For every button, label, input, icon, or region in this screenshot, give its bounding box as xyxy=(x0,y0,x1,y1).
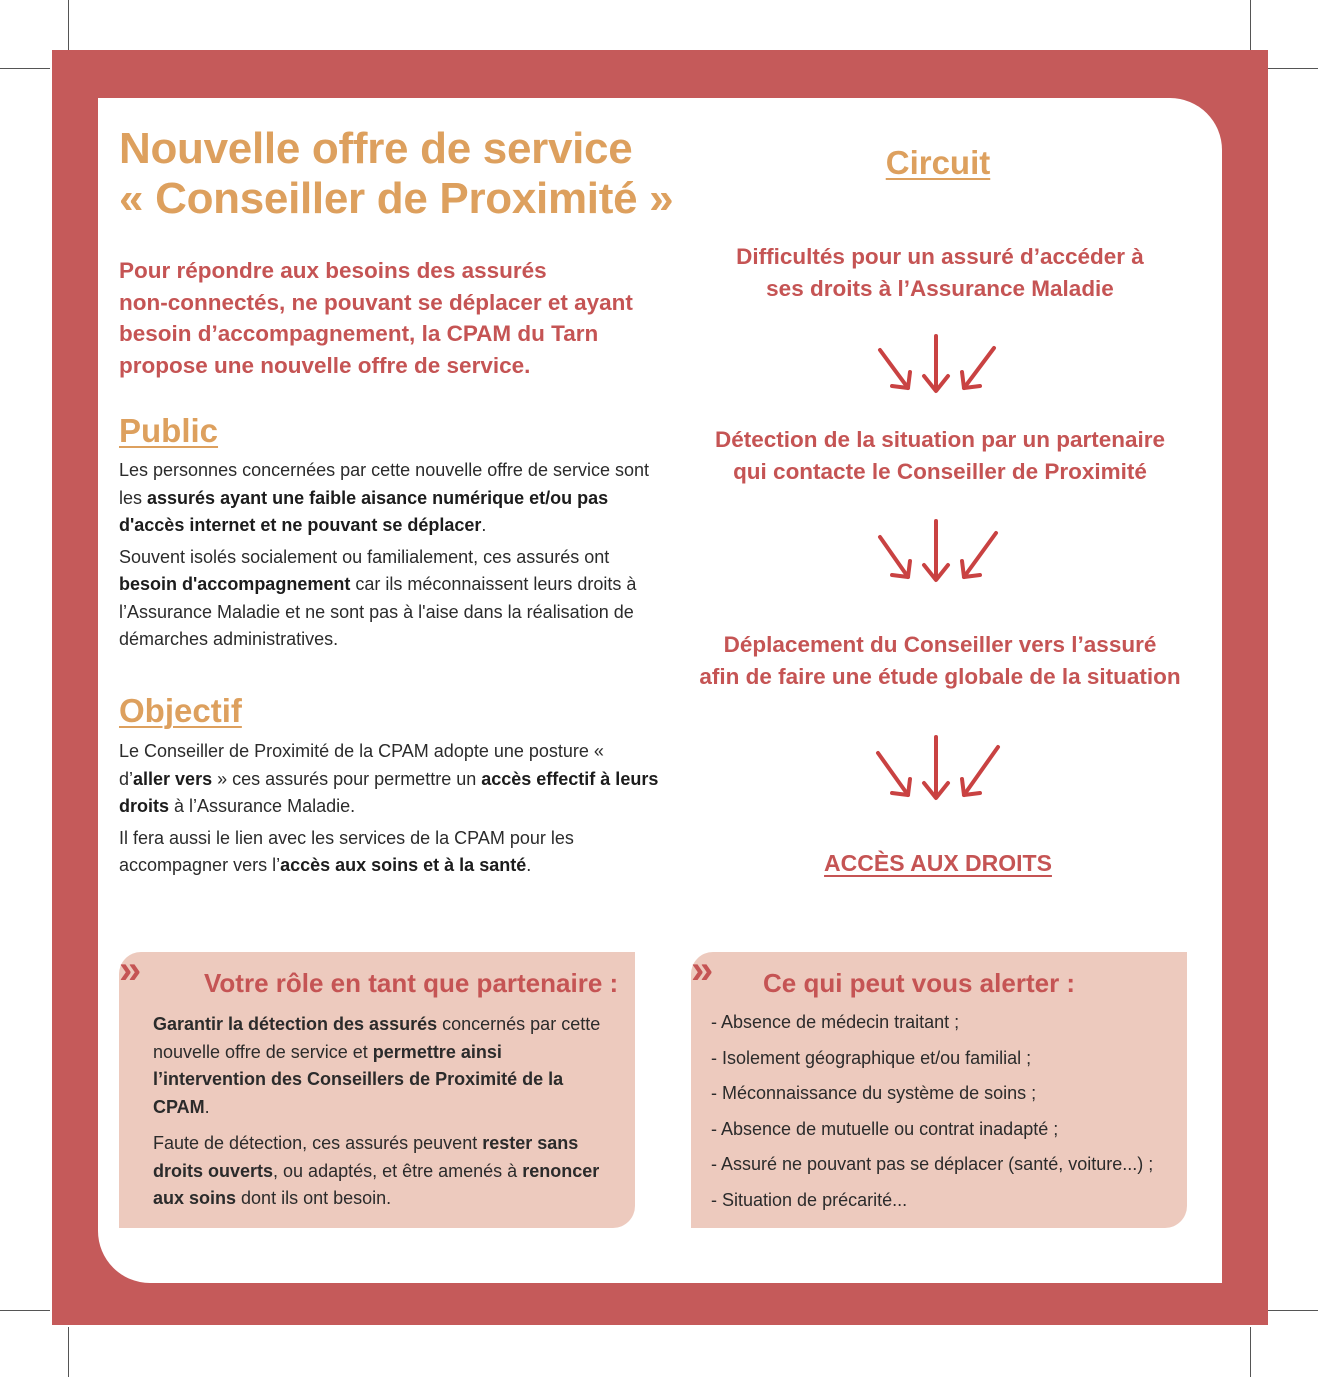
text-run: Faute de détection, ces assurés peuvent xyxy=(153,1133,483,1153)
double-chevron-icon: » xyxy=(691,948,708,992)
text-run: Il fera aussi le lien avec les services de la CPAM pour les accompagner vers l’ xyxy=(119,827,574,875)
intro-line-1: Pour répondre aux besoins des assurés xyxy=(119,258,547,283)
text-run: Souvent isolés socialement ou familialement, ces assurés ont xyxy=(119,546,610,567)
title-line-1: Nouvelle offre de service xyxy=(119,124,633,173)
intro-line-3: besoin d’accompagnement, la CPAM du Tarn xyxy=(119,321,599,346)
bold-text-run: permettre ainsi l’intervention des Conseillers de Proximité de la CPAM xyxy=(153,1041,564,1117)
alert-list xyxy=(711,1009,1153,1222)
objectif-paragraph-2 xyxy=(119,825,659,880)
bold-text-run: rester sans droits ouverts xyxy=(153,1133,579,1181)
page-title xyxy=(119,124,673,224)
bold-text-run: renoncer aux soins xyxy=(153,1160,600,1208)
title-line-2: « Conseiller de Proximité » xyxy=(119,174,674,223)
double-chevron-icon: » xyxy=(119,948,136,992)
circuit-step-1 xyxy=(690,241,1190,305)
intro-paragraph xyxy=(119,255,659,381)
text-run: Les personnes concernées par cette nouvelle offre de service sont les xyxy=(119,460,649,508)
text-run: . xyxy=(481,515,487,535)
bold-text-run: besoin d'accompagnement xyxy=(119,574,351,594)
crop-mark xyxy=(68,1327,69,1377)
bold-text-run: aller vers xyxy=(133,768,213,789)
triple-arrow-down-icon xyxy=(872,515,1002,587)
role-paragraph-2 xyxy=(153,1130,613,1213)
crop-mark xyxy=(1250,0,1251,50)
public-paragraph-2 xyxy=(119,544,659,654)
crop-mark xyxy=(1268,68,1318,69)
role-body xyxy=(153,1011,613,1222)
text-run: , ou adaptés, et être amenés à xyxy=(273,1160,523,1181)
alert-list-item: - Méconnaissance du système de soins ; xyxy=(711,1083,1037,1103)
role-heading: Votre rôle en tant que partenaire : xyxy=(204,968,619,998)
alert-list-item: - Situation de précarité... xyxy=(711,1189,908,1210)
crop-mark xyxy=(1250,1327,1251,1377)
text-run: . xyxy=(204,1096,210,1117)
bold-text-run: accès effectif à leurs droits xyxy=(119,768,659,816)
bold-text-run: accès aux soins et à la santé xyxy=(280,855,527,875)
text-run: . xyxy=(526,855,532,875)
text-run: » ces assurés pour permettre un xyxy=(212,768,482,789)
circuit-step-2 xyxy=(690,424,1190,488)
objectif-body xyxy=(119,738,659,884)
alert-list-item: - Isolement géographique et/ou familial ; xyxy=(711,1047,1032,1068)
crop-mark xyxy=(1268,1310,1318,1311)
text-run: dont ils ont besoin. xyxy=(236,1188,392,1208)
step-line: qui contacte le Conseiller de Proximité xyxy=(733,459,1147,484)
public-body xyxy=(119,457,659,658)
crop-mark xyxy=(0,1310,50,1311)
crop-mark xyxy=(0,68,50,69)
text-run: car ils méconnaissent leurs droits à l’Assurance Maladie et ne sont pas à l'aise dans la réalisation de démarches administratives. xyxy=(119,574,637,649)
public-paragraph-1 xyxy=(119,457,659,540)
alert-list-item: - Assuré ne pouvant pas se déplacer (santé, voiture...) ; xyxy=(711,1154,1154,1174)
step-line: Déplacement du Conseiller vers l’assuré xyxy=(723,632,1157,657)
text-run: Le Conseiller de Proximité de la CPAM adopte une posture « d’ xyxy=(119,741,604,789)
intro-line-2: non-connectés, ne pouvant se déplacer et ayant xyxy=(119,289,633,315)
public-heading: Public xyxy=(119,412,219,449)
triple-arrow-down-icon xyxy=(872,328,1002,400)
alert-heading: Ce qui peut vous alerter : xyxy=(763,968,1076,998)
alert-list-item: - Absence de mutuelle ou contrat inadapté ; xyxy=(711,1118,1059,1139)
role-paragraph-1 xyxy=(153,1011,613,1121)
step-line: ses droits à l’Assurance Maladie xyxy=(766,276,1114,301)
alert-list-item: - Absence de médecin traitant ; xyxy=(711,1012,960,1032)
circuit-final-step: ACCÈS AUX DROITS xyxy=(824,850,1052,876)
step-line: Difficultés pour un assuré d’accéder à xyxy=(736,244,1144,269)
intro-line-4: propose une nouvelle offre de service. xyxy=(119,352,531,378)
step-line: afin de faire une étude globale de la situation xyxy=(699,664,1181,689)
objectif-paragraph-1 xyxy=(119,738,659,821)
circuit-heading: Circuit xyxy=(885,144,991,181)
bold-text-run: Garantir la détection des assurés xyxy=(153,1014,438,1034)
text-run: concernés par cette nouvelle offre de service et xyxy=(153,1014,601,1062)
step-line: Détection de la situation par un partenaire xyxy=(714,427,1166,452)
bold-text-run: assurés ayant une faible aisance numérique et/ou pas d'accès internet et ne pouvant se déplacer xyxy=(119,487,609,535)
circuit-step-3 xyxy=(690,629,1190,693)
triple-arrow-down-icon xyxy=(872,733,1002,805)
text-run: à l’Assurance Maladie. xyxy=(169,796,356,816)
objectif-heading: Objectif xyxy=(119,692,242,729)
crop-mark xyxy=(68,0,69,50)
